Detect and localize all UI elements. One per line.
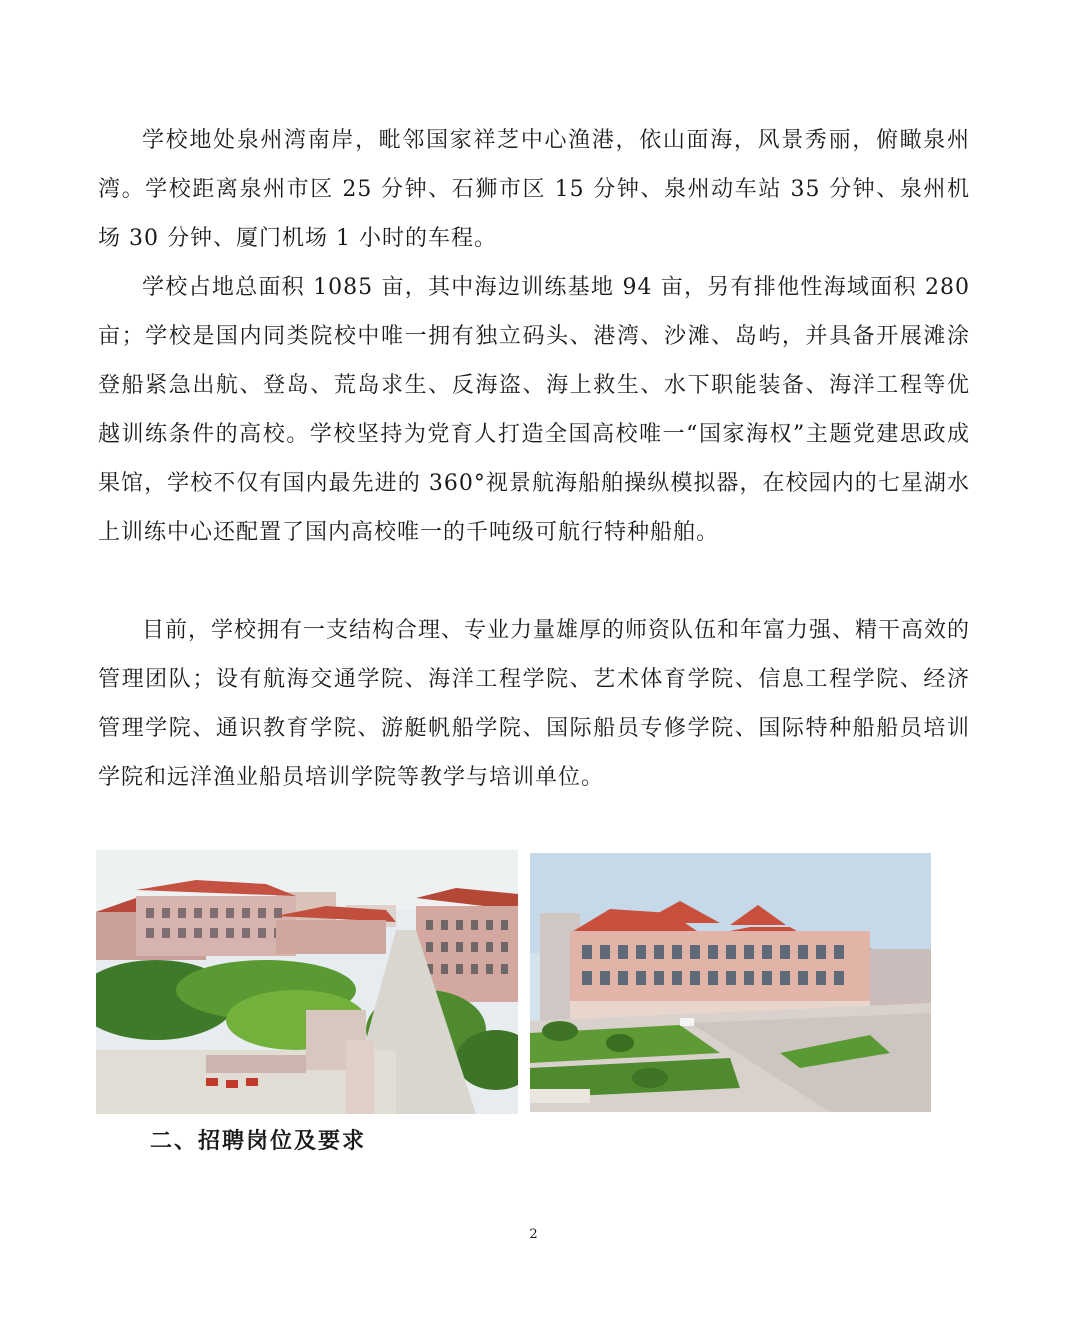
- campus-aerial-photo: [96, 850, 518, 1114]
- page-number: 2: [529, 1227, 538, 1242]
- paragraph-campus-area: 学校占地总面积 1085 亩，其中海边训练基地 94 亩，另有排他性海域面积 280 亩；学校是国内同类院校中唯一拥有独立码头、港湾、沙滩、岛屿，并具备开展滩涂登船紧急出航、登岛、荒岛求生、反海盗、海上救生、水下职能装备、海洋工程等优越训练条件的高校。学校坚持为党育人打造全国高校唯一“国家海权”主题党建思政成果馆，学校不仅有国内最先进的 360°视景航海船舶操纵模拟器，在校园内的七星湖水上训练中心还配置了国内高校唯一的千吨级可航行特种船舶。: [98, 275, 970, 545]
- paragraph-faculty: 目前，学校拥有一支结构合理、专业力量雄厚的师资队伍和年富力强、精干高效的管理团队；设有航海交通学院、海洋工程学院、艺术体育学院、信息工程学院、经济管理学院、通识教育学院、游艇帆船学院、国际船员专修学院、国际特种船船员培训学院和远洋渔业船员培训学院等教学与培训单位。: [98, 618, 971, 790]
- campus-building-photo: [530, 853, 931, 1112]
- section-heading-recruitment: 二、招聘岗位及要求: [150, 1129, 367, 1154]
- paragraph-location: 学校地处泉州湾南岸，毗邻国家祥芝中心渔港，依山面海，风景秀丽，俯瞰泉州湾。学校距离泉州市区 25 分钟、石狮市区 15 分钟、泉州动车站 35 分钟、泉州机场 30 分钟、厦门机场 1 小时的车程。: [98, 128, 970, 251]
